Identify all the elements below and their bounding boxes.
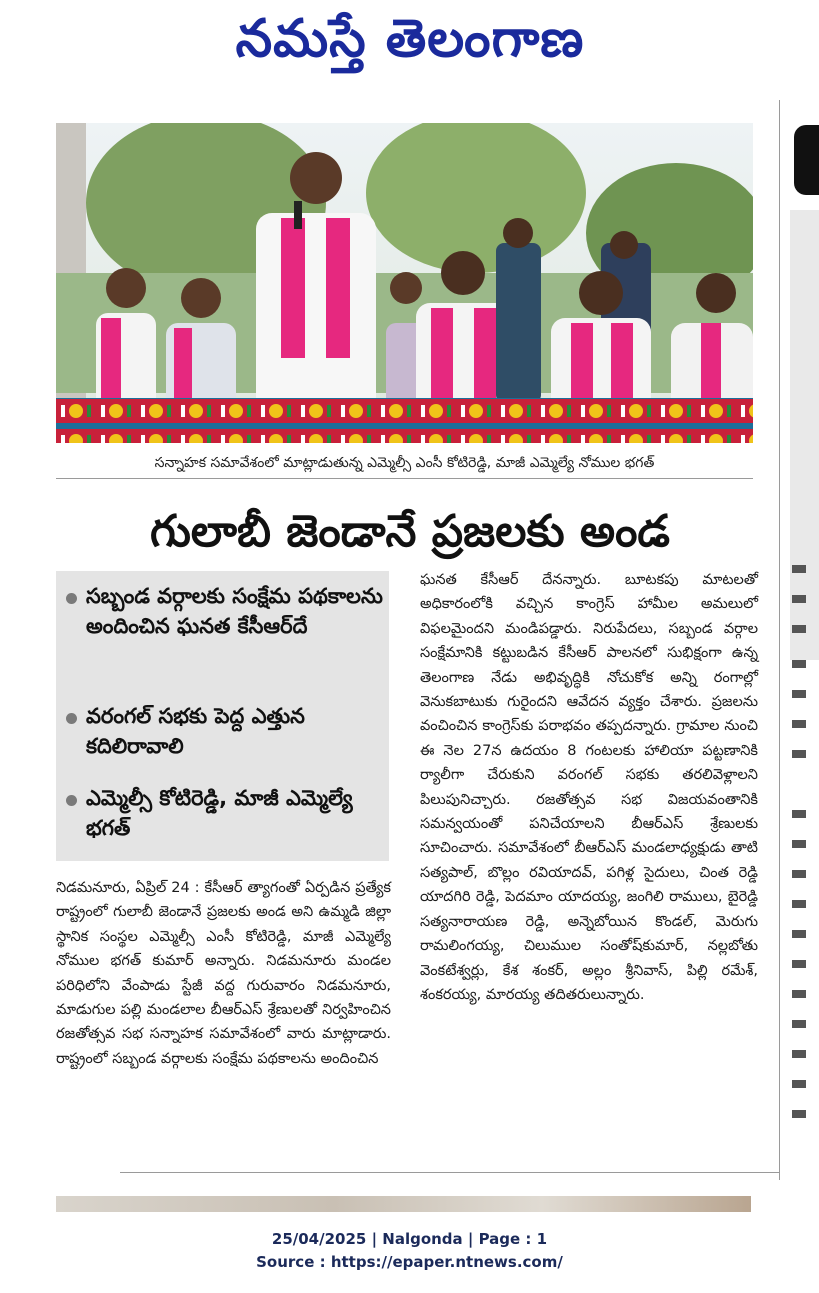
adjacent-text-fragment (792, 595, 806, 603)
highlight-text: వరంగల్ సభకు పెద్ద ఎత్తున కదిలిరావాలి (86, 704, 305, 758)
adjacent-text-fragment (792, 1080, 806, 1088)
adjacent-text-fragment (792, 750, 806, 758)
adjacent-headline-fragment (794, 125, 819, 195)
highlight-text: సబ్బండ వర్గాలకు సంక్షేమ పథకాలను అందించిన ఘనత కేసీఆర్‌దే (86, 584, 383, 638)
adjacent-text-fragment (792, 930, 806, 938)
highlight-text: ఎమ్మెల్సీ కోటిరెడ్డి, మాజీ ఎమ్మెల్యే భగత్ (86, 786, 353, 840)
news-photo (56, 123, 753, 443)
article-body-left: నిడమనూరు, ఏప్రిల్ 24 : కేసీఆర్ త్యాగంతో ఏర్పడిన ప్రత్యేక రాష్ట్రంలో గులాబీ జెండానే ప్రజలకు అండ అని ఉమ్మడి జిల్లా స్థానిక సంస్థల ఎమ్మెల్సీ ఎంసీ కోటిరెడ్డి, మాజీ ఎమ్మెల్యే నోముల భగత్ కుమార్ అన్నారు. నిడమనూరు మండల పరిధిలోని వేంపాడు స్టేజీ వద్ద గురువారం నిడమనూరు, మాడుగుల పల్లి మండలాల బీఆర్‌ఎస్ శ్రేణులతో నిర్వహించిన రజతోత్సవ సభ సన్నాహక సమావేశంలో వారు మాట్లాడారు. రాష్ట్రంలో సబ్బండ వర్గాలకు సంక్షేమ పథకాలను అందించిన (56, 880, 391, 1067)
bullet-icon (66, 795, 77, 806)
adjacent-text-fragment (792, 1020, 806, 1028)
adjacent-text-fragment (792, 565, 806, 573)
section-divider (120, 1172, 780, 1173)
news-photo-illustration (56, 123, 753, 443)
adjacent-text-fragment (792, 900, 806, 908)
next-article-photo-fragment (56, 1196, 751, 1212)
adjacent-text-fragment (792, 870, 806, 878)
highlight-item (86, 783, 386, 843)
masthead-title: నమస్తే తెలంగాణ (235, 9, 585, 69)
photo-caption: సన్నాహక సమావేశంలో మాట్లాడుతున్న ఎమ్మెల్సీ ఎంసీ కోటిరెడ్డి, మాజీ ఎమ్మెల్యే నోముల భగత్ (56, 450, 753, 479)
adjacent-text-fragment (792, 960, 806, 968)
adjacent-photo-fragment (790, 210, 819, 660)
adjacent-text-fragment (792, 660, 806, 668)
bullet-icon (66, 593, 77, 604)
bullet-icon (66, 713, 77, 724)
article-headline: గులాబీ జెండానే ప్రజలకు అండ (150, 506, 670, 557)
adjacent-text-fragment (792, 810, 806, 818)
adjacent-article-strip (790, 120, 819, 1180)
adjacent-text-fragment (792, 625, 806, 633)
highlights-box (56, 571, 389, 861)
masthead-logo (190, 4, 630, 74)
highlight-item (86, 701, 386, 761)
column-divider (779, 100, 780, 1180)
adjacent-text-fragment (792, 1110, 806, 1118)
adjacent-text-fragment (792, 990, 806, 998)
adjacent-text-fragment (792, 840, 806, 848)
adjacent-text-fragment (792, 690, 806, 698)
article-body-right: ఘనత కేసీఆర్ దేనన్నారు. బూటకపు మాటలతో అధికారంలోకి వచ్చిన కాంగ్రెస్ హామీల అమలులో విఫలమైందని మండిపడ్డారు. నిరుపేదలు, సబ్బండ వర్గాల సంక్షేమానికి కట్టుబడిన కేసీఆర్ పాలనలో సుభిక్షంగా ఉన్న తెలంగాణ నేడు అభివృద్ధికి నోచుకోక అన్ని రంగాల్లో వెనుకబాటుకు గురైందని ఆవేదన వ్యక్తం చేశారు. ప్రజలను వంచించిన కాంగ్రెస్‌కు పరాభవం తప్పదన్నారు. గ్రామాల నుంచి ఈ నెల 27న ఉదయం 8 గంటలకు హాలియా పట్టణానికి ర్యాలీగా చేరుకుని వరంగల్ సభకు తరలివెళ్లాలని పిలుపునిచ్చారు. రజతోత్సవ సభ విజయవంతానికి సమన్వయంతో పనిచేయాలని బీఆర్‌ఎస్ శ్రేణులకు సూచించారు. సమావేశంలో బీఆర్‌ఎస్ మండలాధ్యక్షుడు తాటి సత్యపాల్, బొల్లం రవియాదవ్, పగిళ్ల సైదులు, చింత రెడ్డి యాదగిరి రెడ్డి, పెదమాం యాదయ్య, జంగిలి రాములు, బైరెడ్డి సత్యనారాయణ రెడ్డి, అన్నెబోయిన కొండల్, మెరుగు రామలింగయ్య, చిలుముల సంతోష్‌కుమార్, నల్లబోతు వెంకటేశ్వర్లు, కేశ శంకర్, అల్లం శ్రీనివాస్, పిల్లి రమేశ్, శంకరయ్య, మారయ్య తదితరులున్నారు. (420, 572, 758, 1003)
footer-date-edition: 25/04/2025 | Nalgonda | Page : 1 (271, 1230, 548, 1248)
adjacent-text-fragment (792, 720, 806, 728)
page-footer (0, 1228, 819, 1274)
highlight-item (86, 581, 386, 641)
adjacent-text-fragment (792, 1050, 806, 1058)
footer-source-link[interactable]: Source : https://epaper.ntnews.com/ (256, 1253, 563, 1271)
